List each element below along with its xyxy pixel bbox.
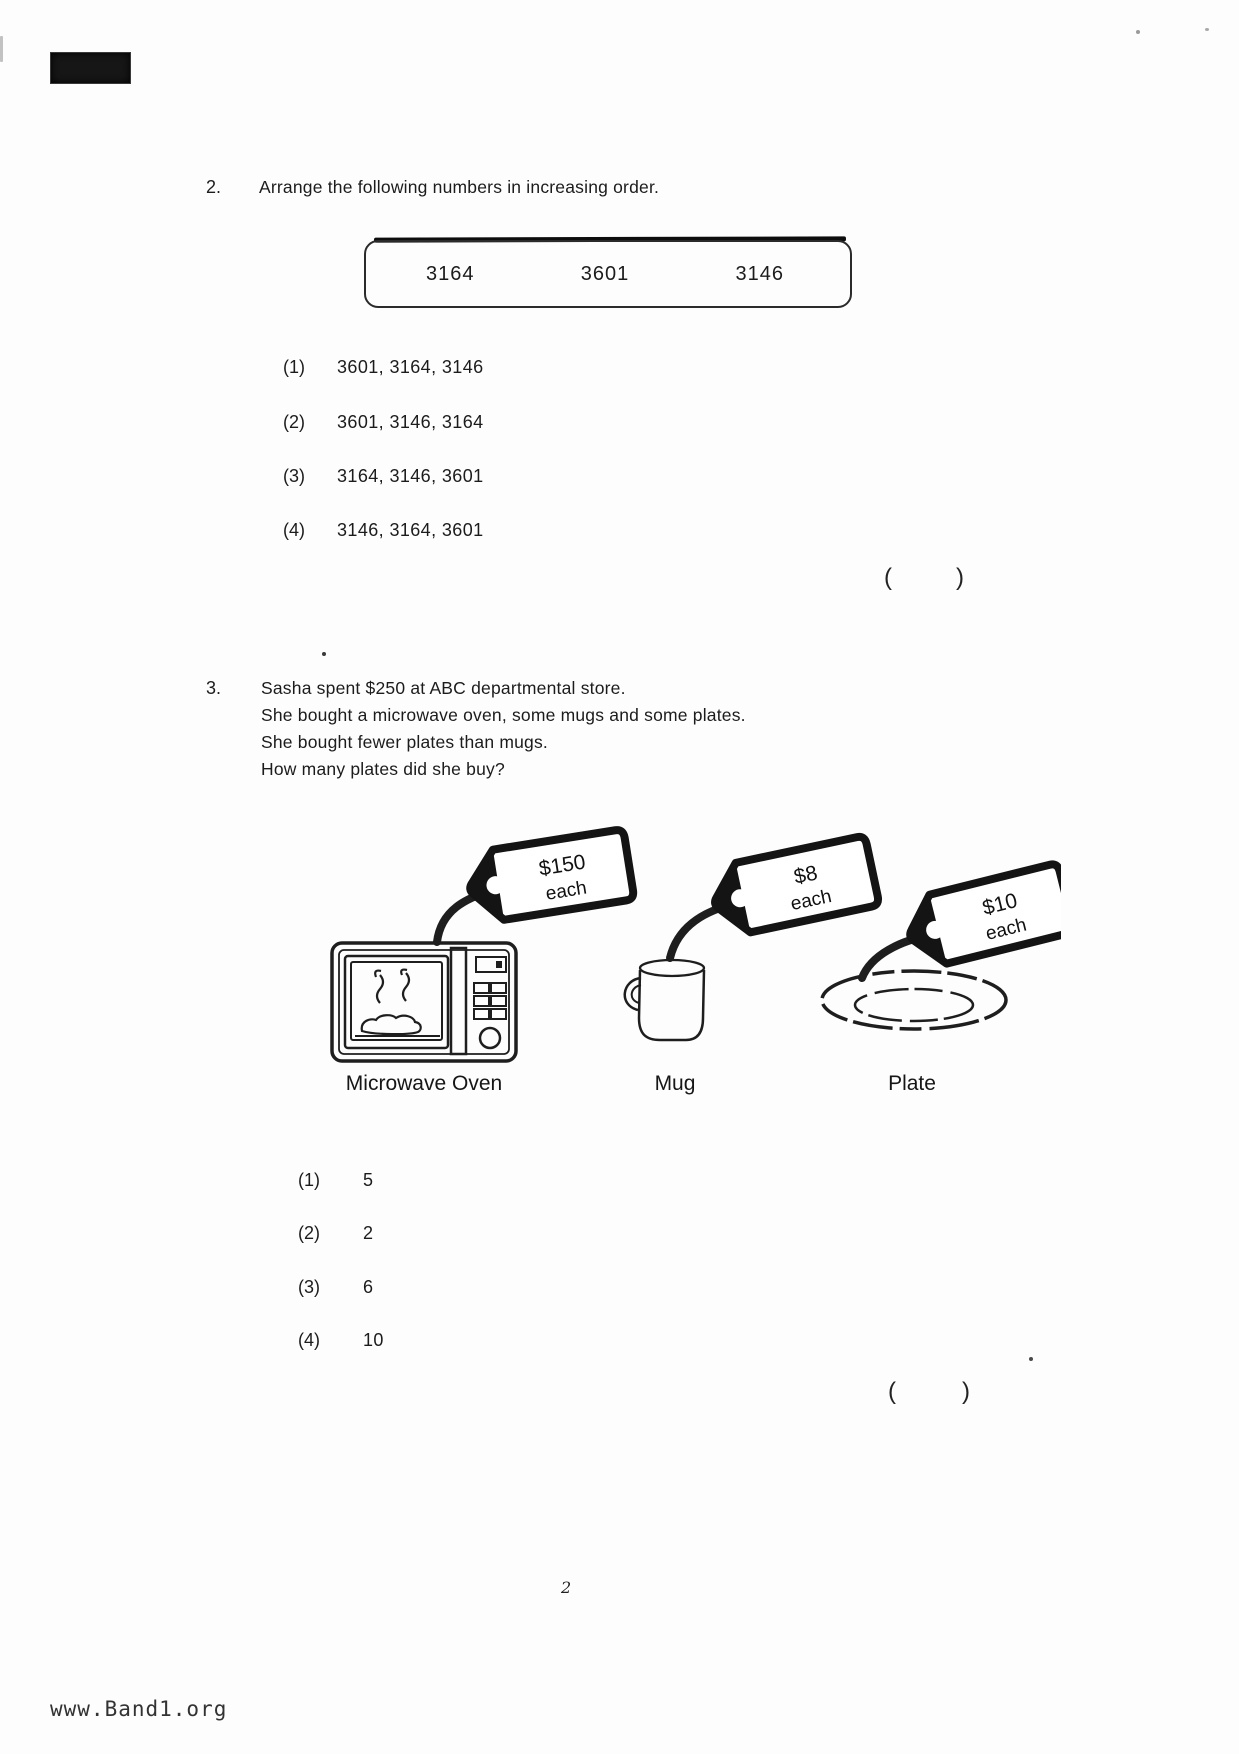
redaction-box <box>50 52 131 84</box>
q3-option-1-label: (1) <box>298 1170 320 1190</box>
question-2-number: 2. <box>206 177 222 197</box>
question-2-prompt: Arrange the following numbers in increasing order. <box>259 177 660 197</box>
q2-option-4-text: 3146, 3164, 3601 <box>337 520 484 540</box>
plate-label: Plate <box>888 1072 936 1095</box>
q3-option-2-text: 2 <box>363 1223 374 1243</box>
q3-option-4-label: (4) <box>298 1330 320 1350</box>
scan-artifact-edge-mark <box>0 36 3 62</box>
scan-artifact-speck <box>1136 30 1140 34</box>
microwave-oven-icon <box>332 943 516 1061</box>
q3-option-4-text: 10 <box>363 1330 384 1350</box>
steam-icon <box>375 971 383 1003</box>
q2-open-paren: ( <box>884 564 892 591</box>
scan-artifact-speck <box>1205 28 1209 31</box>
q2-option-3-text: 3164, 3146, 3601 <box>337 466 484 486</box>
box-number-3: 3146 <box>735 262 784 285</box>
q3-option-row <box>298 1223 374 1244</box>
mug-icon <box>625 960 704 1040</box>
q2-option-1-label: (1) <box>283 357 305 377</box>
q2-option-1-text: 3601, 3164, 3146 <box>337 357 484 377</box>
q2-option-2-text: 3601, 3146, 3164 <box>337 412 484 432</box>
question-3-number: 3. <box>206 678 222 698</box>
scan-artifact-dot <box>322 652 326 656</box>
microwave-label: Microwave Oven <box>345 1072 503 1095</box>
microwave-handle <box>451 948 466 1054</box>
page-number: 2 <box>561 1578 572 1597</box>
plate-price-unit: each <box>983 914 1029 945</box>
box-number-2: 3601 <box>580 262 630 285</box>
microwave-knob <box>480 1028 500 1048</box>
q3-option-row <box>298 1277 374 1298</box>
food-loaf <box>362 1015 421 1034</box>
q3-prompt-line-4: How many plates did she buy? <box>261 759 505 779</box>
q3-option-2-label: (2) <box>298 1223 320 1243</box>
price-tag-mug <box>708 835 880 938</box>
q2-close-paren: ) <box>956 564 964 591</box>
item-illustrations <box>286 810 1061 1100</box>
q3-option-1-text: 5 <box>363 1170 374 1190</box>
plate-icon <box>822 971 1006 1029</box>
q3-open-paren: ( <box>888 1378 896 1405</box>
q2-option-row <box>283 357 484 378</box>
microwave-control-panel <box>474 957 506 1048</box>
microwave-price: $150 <box>537 850 588 881</box>
q3-prompt-line-3: She bought fewer plates than mugs. <box>261 732 548 752</box>
price-tag-plate <box>902 863 1061 971</box>
steam-icon <box>401 970 409 1001</box>
q3-option-row <box>298 1170 374 1191</box>
q3-answer-brackets <box>888 1378 970 1406</box>
q2-option-3-label: (3) <box>283 466 305 486</box>
microwave-price-unit: each <box>544 877 589 905</box>
q3-prompt-line-1: Sasha spent $250 at ABC departmental store. <box>261 678 626 698</box>
q2-option-row <box>283 412 484 433</box>
q3-option-3-label: (3) <box>298 1277 320 1297</box>
plate-price: $10 <box>980 889 1020 920</box>
price-tag-microwave <box>465 829 635 924</box>
q3-close-paren: ) <box>962 1378 970 1405</box>
scan-artifact-dot <box>1029 1357 1033 1361</box>
mug-price: $8 <box>791 861 820 889</box>
q3-prompt-line-2: She bought a microwave oven, some mugs and some plates. <box>261 705 746 725</box>
q2-option-4-label: (4) <box>283 520 305 540</box>
q2-option-row <box>283 466 484 487</box>
number-box <box>364 240 852 308</box>
q3-option-row <box>298 1330 384 1351</box>
watermark: www.Band1.org <box>50 1697 228 1721</box>
q3-option-3-text: 6 <box>363 1277 374 1297</box>
box-number-1: 3164 <box>426 262 475 285</box>
mug-price-unit: each <box>788 885 834 916</box>
q2-option-row <box>283 520 484 541</box>
mug-label: Mug <box>654 1072 696 1095</box>
q2-option-2-label: (2) <box>283 412 305 432</box>
q2-answer-brackets <box>884 564 964 592</box>
